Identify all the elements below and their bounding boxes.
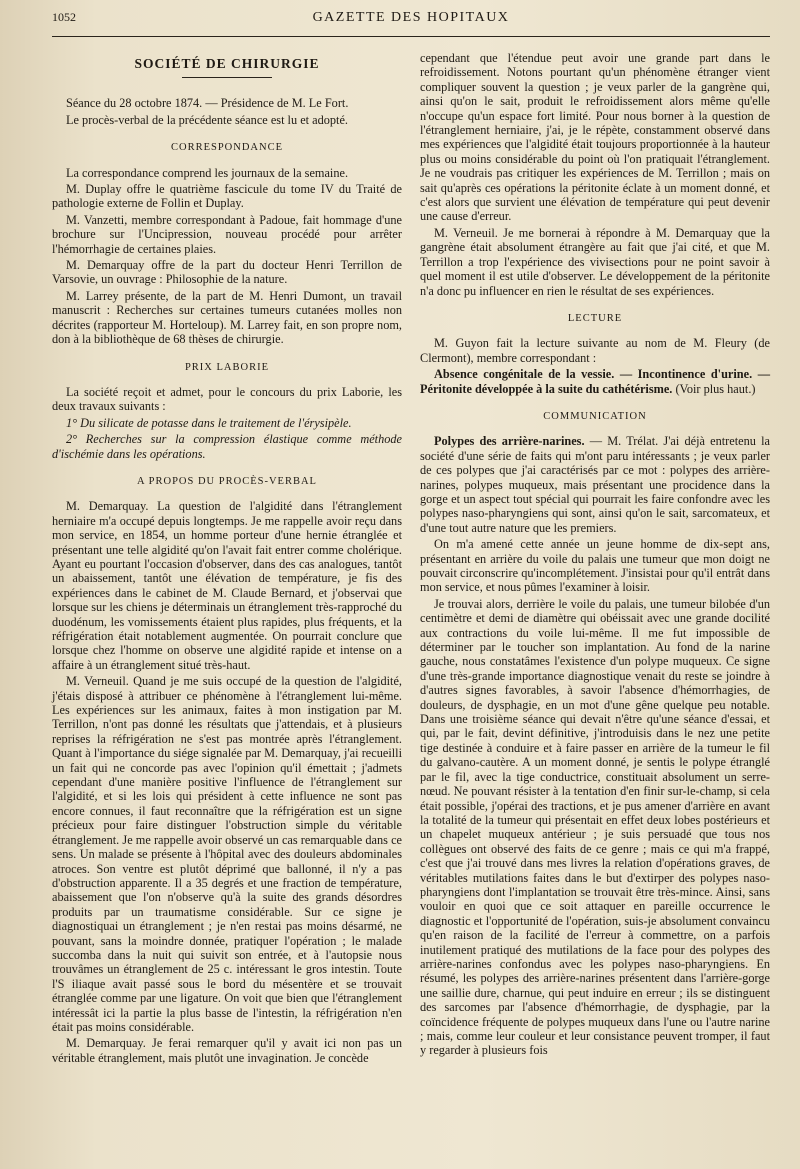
- left-column: [52, 51, 402, 1065]
- reading-title: Absence congénitale de la vessie. — Incontinence d'urine. — Péritonite développée à la suite du cathétérisme.: [420, 367, 770, 396]
- communication-trelat: — M. Trélat. J'ai déjà entretenu la société d'une série de faits qui m'ont paru intéressants ; je veux parler de ces polypes que j'ai caractérisés par ce mot : polypes des arrière-narines, polypes muqueux, mais présentant une procidence dans la gorge et un aspect tout spécial qui pourrait les faire confondre avec les polypes naso-pharyngiens qui sont, ainsi qu'on le sait, sarcomateux, et d'une tout autre nature que les premiers.: [420, 434, 770, 535]
- prize-item-2: 2° Recherches sur la compression élastique comme méthode d'ischémie dans les opérations.: [52, 432, 402, 461]
- correspondence-demarquay: M. Demarquay offre de la part du docteur Henri Terrillon de Varsovie, un ouvrage : Philosophie de la nature.: [52, 258, 402, 287]
- page-number: 1052: [52, 10, 76, 24]
- society-title: SOCIÉTÉ DE CHIRURGIE: [134, 56, 320, 71]
- minutes-discussion-heading: A PROPOS DU PROCÈS-VERBAL: [137, 475, 317, 487]
- session-line: Séance du 28 octobre 1874. — Présidence de M. Le Fort.: [66, 96, 349, 111]
- prize-heading: PRIX LABORIE: [184, 361, 270, 373]
- communication-paragraph-3: Je trouvai alors, derrière le voile du palais, une tumeur bilobée d'un centimètre et demi de diamètre qui obéissait avec une grande docilité aux contractions du voile lui-même. Il me fut impossible de déterminer par le toucher son implantation. Au fond de la narine gauche, nous constatâmes l'existence d'un polype muqueux. Ce signe d'une très-grande importance diagnostique venait du reste se joindre à d'autres signes favorables, à savoir l'absence d'hémorrhagies, de douleurs, de dysphagie, en un mot d'une gêne quelque peu notable. Dans une troisième séance qui devait n'être qu'une séance d'essai, et qui, par le fait, devint définitive, j'introduisis dans le nez une petite tige destinée à conduire et à faire passer en arrière de la tumeur le fil du galvano-cautère. A un moment donné, je sentis le polype étranglé par le fil, avec la tige conductrice, constituait absolument un serre-nœud. Ne pouvant résister à la tentation d'en finir sur-le-champ, si cela était possible, j'opérai des tractions, et je pus amener d'arrière en avant la totalité de la tumeur qui présentait en effet deux lobes postérieurs et un chapelet muqueux antérieur ; je suis persuadé que tous nos collègues ont observé des faits de ce genre ; mais ce qui m'a frappé, c'est que j'ai trouvé dans mes livres la relation d'opérations graves, de véritables mutilations faites dans le but d'extirper des polypes naso-pharyngiens dont l'implantation se trouvait être très-mince. Ainsi, sans vouloir en quoi que ce soit attaquer en pareille occurrence le diagnostic et l'opportunité de l'opération, suis-je absolument convaincu qu'en raison de la facilité de l'erreur à commettre, on a parfois inutilement pratiqué des mutilations de la face pour des polypes des arrière-narines confondus avec les polypes naso-pharyngiens. En résumé, les polypes des arrière-narines présentent dans l'arrière-gorge une saillie dure, charnue, qui peut induire en erreur ; ils se distinguent des sarcomes par l'absence d'hémorrhagie, de dysphagie, par la coïncidence fréquente de polypes muqueux dans l'une ou l'autre narine ; mais, comme leur couleur et leur consistance peuvent tromper, il faut y regarder à plusieurs fois: [420, 596, 770, 1058]
- communication-heading: COMMUNICATION: [543, 410, 647, 422]
- reading-intro: M. Guyon fait la lecture suivante au nom de M. Fleury (de Clermont), membre correspondant :: [420, 336, 770, 365]
- correspondence-intro: La correspondance comprend les journaux de la semaine.: [66, 165, 349, 180]
- discussion-verneuil: M. Verneuil. Quand je me suis occupé de la question de l'algidité, j'étais disposé à attribuer ce phénomène à l'étranglement lui-même. Les expériences sur les animaux, faites à mon instigation par M. Terrillon, n'ont pas donné les résultats que j'attendais, et à plusieurs reprises la réfrigération ne s'est pas montrée après l'étranglement. Quant à l'importance du siége signalée par M. Demarquay, j'ai recueilli un fait qui ne concorde pas avec l'opinion qu'il émettait ; j'admets cependant d'une manière positive l'influence de l'étranglement sur l'algidité, et si les lois qui président à cette influence ne sont pas encore connues, il faut reconnaître que la réfrigération est un signe précieux pour faire distinguer l'obstruction simple du véritable étranglement. Je me rappelle avoir observé un cas remarquable dans ce sens. Un malade se présente à l'hôpital avec des douleurs abdominales atroces. Son ventre est plutôt déprimé que ballonné, il n'y a pas d'obstruction apparente. Il a 35 degrés et une fraction de température, abaissement que l'on n'observe qu'à la suite des grands désordres produits par un traumatisme considérable. Sur ce signe je diagnostiquai un étranglement ; je n'en restai pas moins désarmé, ne pouvant, sans la moindre donnée, pratiquer l'opération ; le malade succomba dans la nuit qui suivit son entrée, et à l'autopsie nous trouvâmes un étranglement de 25 c. intéressant le gros intestin. Toute l'S iliaque avait passé sous le bord du mésentère et se trouvait étranglée comme par une ligature. On voit que bien que l'étranglement intéressât ici la partie la plus basse de l'intestin, la réfrigération n'en était pas moins considérable.: [52, 674, 402, 1034]
- reading-heading: LECTURE: [567, 312, 623, 324]
- discussion-demarquay-reply: M. Demarquay. Je ferai remarquer qu'il y avait ici non pas un véritable étranglement, mais plutôt une invagination. Je concède: [52, 1036, 402, 1065]
- continued-paragraph: cependant que l'étendue peut avoir une grande part dans le refroidissement. Notons pourtant qu'un phénomène étranger vient compliquer souvent la question ; je veux parler de la gangrène qui, ainsi qu'on le sait, produit le refroidissement alors même qu'elle n'occupe qu'un espace fort limité. Pour nous borner à la question de l'étranglement herniaire, j'ai, je le répète, constamment observé dans mes expériences que l'algidité était toujours proportionnée à la hauteur plus ou moins considérable du point où l'on pratiquait l'étranglement. Je ne voudrais pas critiquer les expériences de M. Terrillon ; mais on sait qu'après ces opérations la péritonite éclate à un moment donné, et c'est alors que survient une élévation de température qui peut devenir une cause d'erreur.: [420, 51, 770, 224]
- reading-title-block: [420, 367, 770, 396]
- article-columns: [52, 51, 770, 1065]
- discussion-demarquay: M. Demarquay. La question de l'algidité dans l'étranglement herniaire m'a occupé depuis longtemps. Je me rappelle avoir reçu dans mon service, en 1854, un homme porteur d'une hernie étranglée et présentant une telle algidité qu'on l'avait fait entrer comme cholérique. Ayant eu pourtant l'occasion d'observer, dans des cas analogues, tantôt un abaissement, tantôt une élévation de température, je fis des expériences dans le cabinet de M. Claude Bernard, et j'observai que lorsque sur les chiens je déterminais un étranglement très-rapproché du duodénum, les vomissements étaient plus rapides, plus fréquents, et la réfrigération était notablement augmentée. On pourrait conclure que lorsque chez l'homme on observe une algidité rapide et intense on a affaire à un étranglement situé très-haut.: [52, 499, 402, 672]
- correspondence-vanzetti: M. Vanzetti, membre correspondant à Padoue, fait hommage d'une brochure sur l'Uncipression, nouveau procédé pour arrêter l'hémorrhagie de certaines plaies.: [52, 212, 402, 256]
- minutes-line: Le procès-verbal de la précédente séance est lu et adopté.: [66, 112, 348, 127]
- communication-intro: [420, 434, 770, 535]
- correspondence-larrey: M. Larrey présente, de la part de M. Henri Dumont, un travail manuscrit : Recherches sur certaines tumeurs cutanées molles non décrites (rapporteur M. Horteloup). M. Larrey fait, en son propre nom, don à la bibliothèque de 68 thèses de chirurgie.: [52, 288, 402, 347]
- correspondence-heading: CORRESPONDANCE: [170, 142, 284, 154]
- communication-paragraph-2: On m'a amené cette année un jeune homme de dix-sept ans, présentant en arrière du voile du palais une tumeur que mon doigt ne pouvait circonscrire qu'incomplétement. J'insistai pour qu'il entrât dans mon service, et nous pûmes l'examiner à loisir.: [420, 537, 770, 595]
- title-rule: [182, 77, 272, 78]
- reading-note: (Voir plus haut.): [675, 381, 756, 396]
- prize-item-1: 1° Du silicate de potasse dans le traitement de l'érysipèle.: [66, 415, 352, 430]
- journal-title: GAZETTE DES HOPITAUX: [312, 10, 510, 25]
- communication-title: Polypes des arrière-narines.: [434, 434, 585, 449]
- right-column: [420, 51, 770, 1065]
- running-head: [52, 10, 770, 37]
- correspondence-duplay: M. Duplay offre le quatrième fascicule du tome IV du Traité de pathologie externe de Follin et Duplay.: [52, 182, 402, 211]
- verneuil-reply: M. Verneuil. Je me bornerai à répondre à M. Demarquay que la gangrène était absolument étrangère au fait que j'ai cité, et que M. Terrillon a trop l'expérience des vivisections pour ne point savoir à quel moment il est utile d'observer. Le développement de la péritonite n'a donc pu influencer en rien le résultat de ses expériences.: [420, 225, 770, 298]
- prize-intro: La société reçoit et admet, pour le concours du prix Laborie, les deux travaux suivants :: [52, 384, 402, 414]
